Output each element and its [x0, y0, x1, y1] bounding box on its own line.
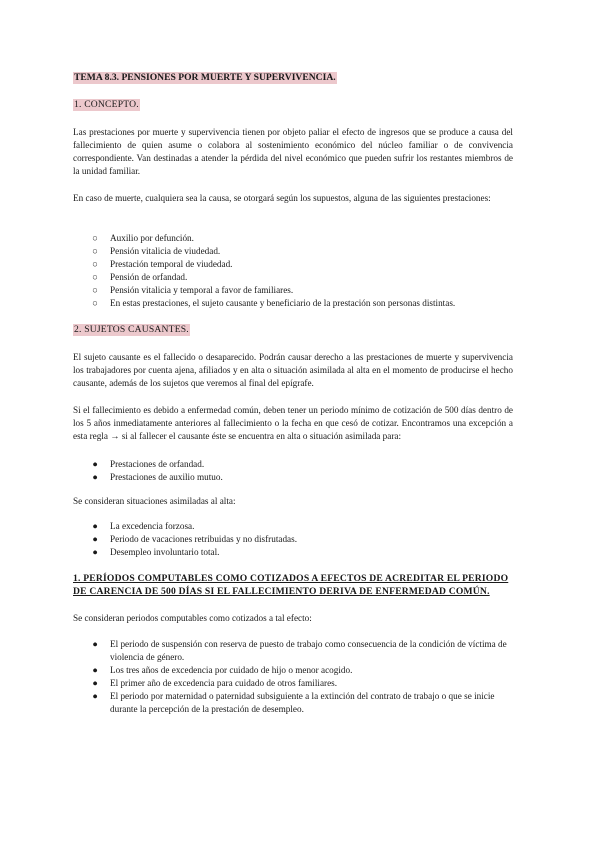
list-item-text: Periodo de vacaciones retribuidas y no disfrutadas. [110, 534, 298, 544]
situaciones-asimiladas-list [90, 520, 510, 559]
section-heading-concepto: 1. CONCEPTO. [74, 99, 139, 110]
circle-bullet-icon: ○ [92, 259, 98, 269]
disc-bullet-icon: ● [92, 534, 98, 544]
paragraph-text: El sujeto causante es el fallecido o desaparecido. Podrán causar derecho a las prestaciones de muerte y supervivencia los trabajadores por cuenta ajena, afiliados y en alta o situación asimilada al alta en el momento de producirse el hecho causante, además de los sujetos que veremos al final del epígrafe. [73, 352, 513, 388]
list-item-text: Prestaciones de auxilio mutuo. [110, 472, 223, 482]
list-item [90, 677, 510, 690]
paragraph-sujetos-1 [73, 351, 513, 390]
disc-bullet-icon: ● [92, 521, 98, 531]
periodos-list [90, 638, 510, 716]
section-heading-periodos: 1. PERÍODOS COMPUTABLES COMO COTIZADOS A EFECTOS DE ACREDITAR EL PERIODO DE CARENCIA DE 500 DÍAS SI EL FALLECIMIENTO DERIVA DE ENFERMEDAD COMÚN. [73, 573, 509, 597]
list-item-text: El periodo de suspensión con reserva de puesto de trabajo como consecuencia de la condición de víctima de violencia de género. [110, 639, 507, 662]
disc-bullet-icon: ● [92, 547, 98, 557]
list-item-text: La excedencia forzosa. [110, 521, 195, 531]
list-item [90, 638, 510, 664]
paragraph-text: Se consideran periodos computables como cotizados a tal efecto: [73, 613, 312, 623]
list-item [90, 271, 510, 284]
paragraph-periodos-1 [73, 612, 513, 625]
circle-bullet-icon: ○ [92, 298, 98, 308]
paragraph-sujetos-3 [73, 495, 513, 508]
list-item [90, 284, 510, 297]
paragraph-text: Se consideran situaciones asimiladas al alta: [73, 496, 236, 506]
disc-bullet-icon: ● [92, 472, 98, 482]
section-heading-sujetos: 2. SUJETOS CAUSANTES. [74, 324, 189, 335]
list-item-text: Prestaciones de orfandad. [110, 459, 205, 469]
disc-bullet-icon: ● [92, 665, 98, 675]
circle-bullet-icon: ○ [92, 233, 98, 243]
circle-bullet-icon: ○ [92, 272, 98, 282]
prestaciones-list [90, 232, 510, 310]
list-item [90, 245, 510, 258]
list-item [90, 458, 510, 471]
page-title: TEMA 8.3. PENSIONES POR MUERTE Y SUPERVIVENCIA. [74, 72, 336, 83]
list-item [90, 520, 510, 533]
list-item-text: El primer año de excedencia para cuidado de otros familiares. [110, 678, 338, 688]
circle-bullet-icon: ○ [92, 246, 98, 256]
disc-bullet-icon: ● [92, 691, 98, 701]
list-item-text: Desempleo involuntario total. [110, 547, 220, 557]
disc-bullet-icon: ● [92, 639, 98, 649]
paragraph-concepto-2 [73, 192, 513, 205]
list-item-text: En estas prestaciones, el sujeto causante y beneficiario de la prestación son personas distintas. [110, 298, 456, 308]
list-item-text: Pensión vitalicia de viudedad. [110, 246, 221, 256]
list-item-text: Los tres años de excedencia por cuidado de hijo o menor acogido. [110, 665, 353, 675]
paragraph-concepto-1 [73, 126, 513, 178]
list-item-text: Pensión vitalicia y temporal a favor de familiares. [110, 285, 294, 295]
list-item-text: Auxilio por defunción. [110, 233, 194, 243]
disc-bullet-icon: ● [92, 678, 98, 688]
paragraph-text: Si el fallecimiento es debido a enfermedad común, deben tener un periodo mínimo de cotización de 500 días dentro de los 5 años inmediatamente anteriores al fallecimiento o la fecha en que cesó de cotizar. Encontramos una excepción a esta regla → si al fallecer el causante éste se encuentra en alta o situación asimilada para: [73, 405, 513, 441]
paragraph-text: Las prestaciones por muerte y supervivencia tienen por objeto paliar el efecto de ingresos que se produce a causa del fallecimiento de quien asume o colabora al sostenimiento económico del núcleo familiar o de convivencia correspondiente. Van destinadas a atender la pérdida del nivel económico que pueden sufrir los restantes miembros de la unidad familiar. [73, 127, 513, 176]
list-item [90, 690, 510, 716]
paragraph-sujetos-2 [73, 404, 513, 443]
list-item [90, 471, 510, 484]
list-item [90, 533, 510, 546]
list-item-text: Pensión de orfandad. [110, 272, 188, 282]
list-item-text: Prestación temporal de viudedad. [110, 259, 233, 269]
list-item [90, 297, 510, 310]
list-item [90, 546, 510, 559]
list-item [90, 664, 510, 677]
circle-bullet-icon: ○ [92, 285, 98, 295]
disc-bullet-icon: ● [92, 459, 98, 469]
paragraph-text: En caso de muerte, cualquiera sea la causa, se otorgará según los supuestos, alguna de las siguientes prestaciones: [73, 193, 491, 203]
list-item [90, 258, 510, 271]
list-item-text: El periodo por maternidad o paternidad subsiguiente a la extinción del contrato de trabajo o que se inicie durante la percepción de la prestación de desempleo. [110, 691, 495, 714]
excepcion-list [90, 458, 510, 484]
list-item [90, 232, 510, 245]
